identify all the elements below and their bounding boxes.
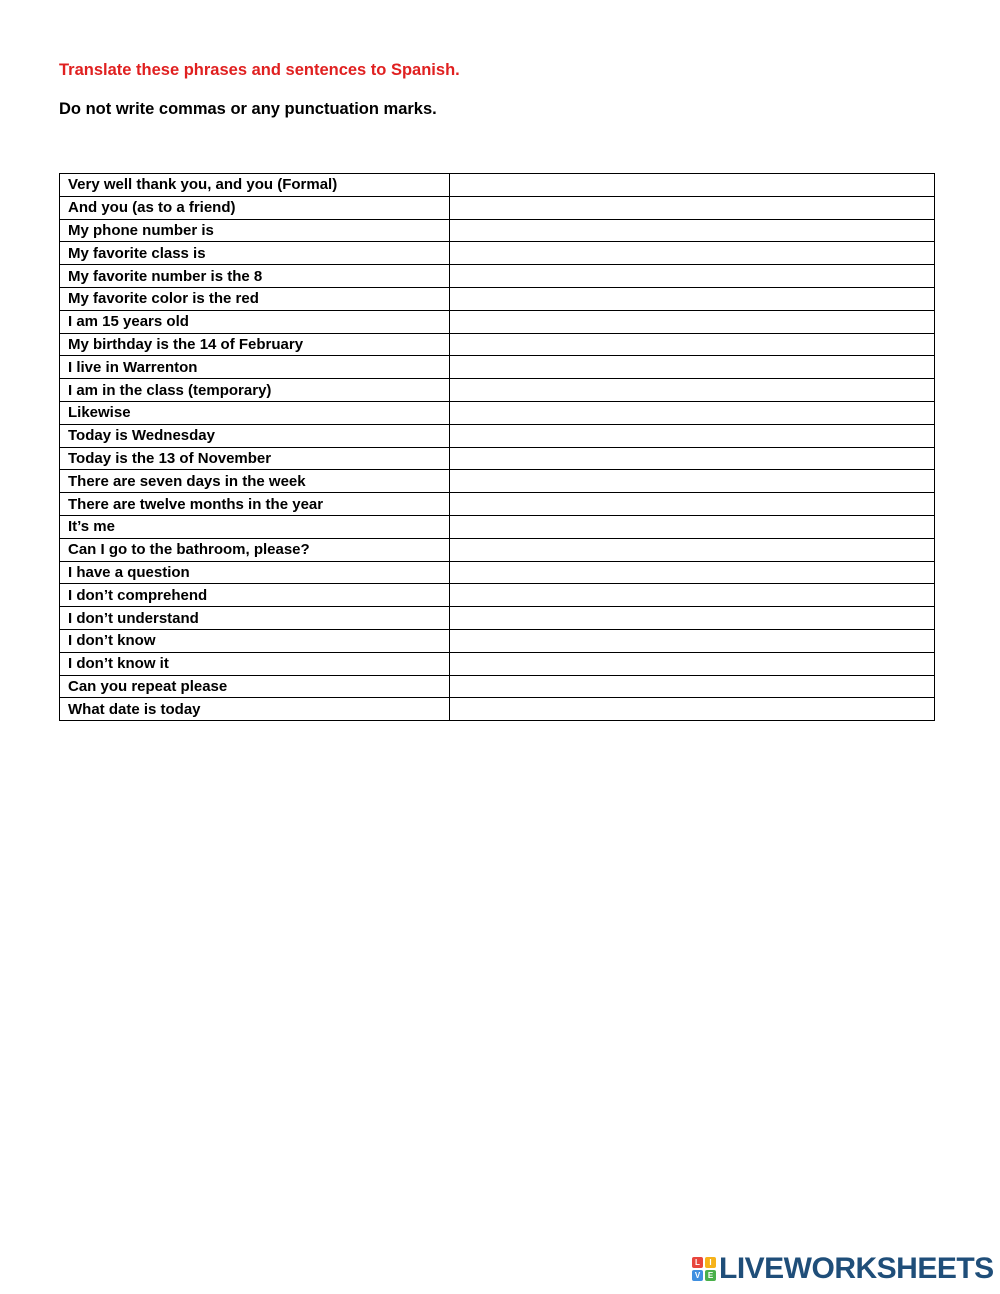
logo-text: LIVEWORKSHEETS (719, 1252, 994, 1285)
table-row (60, 561, 935, 584)
english-phrase: Very well thank you, and you (Formal) (60, 174, 450, 197)
spanish-answer-input[interactable] (450, 471, 934, 492)
english-phrase: I don’t know (60, 629, 450, 652)
spanish-answer-input[interactable] (450, 311, 934, 332)
spanish-answer-input[interactable] (450, 220, 934, 241)
english-phrase: Today is the 13 of November (60, 447, 450, 470)
table-row (60, 447, 935, 470)
english-phrase: My favorite class is (60, 242, 450, 265)
answer-cell[interactable] (450, 424, 935, 447)
table-row (60, 310, 935, 333)
table-row (60, 356, 935, 379)
spanish-answer-input[interactable] (450, 174, 934, 195)
answer-cell[interactable] (450, 242, 935, 265)
spanish-answer-input[interactable] (450, 608, 934, 629)
worksheet-instructions: Do not write commas or any punctuation marks. (59, 100, 437, 118)
table-row (60, 219, 935, 242)
english-phrase: There are seven days in the week (60, 470, 450, 493)
english-phrase: And you (as to a friend) (60, 196, 450, 219)
english-phrase: I am 15 years old (60, 310, 450, 333)
english-phrase: My favorite number is the 8 (60, 265, 450, 288)
english-phrase: I don’t understand (60, 607, 450, 630)
english-phrase: It’s me (60, 515, 450, 538)
answer-cell[interactable] (450, 629, 935, 652)
english-phrase: I am in the class (temporary) (60, 379, 450, 402)
table-row (60, 675, 935, 698)
spanish-answer-input[interactable] (450, 425, 934, 446)
spanish-answer-input[interactable] (450, 494, 934, 515)
spanish-answer-input[interactable] (450, 539, 934, 560)
answer-cell[interactable] (450, 538, 935, 561)
logo-tile: E (705, 1270, 716, 1281)
logo-tiles-icon (692, 1257, 716, 1281)
answer-cell[interactable] (450, 652, 935, 675)
table-row (60, 174, 935, 197)
table-row (60, 242, 935, 265)
english-phrase: Can you repeat please (60, 675, 450, 698)
table-row (60, 584, 935, 607)
table-row (60, 401, 935, 424)
worksheet-title: Translate these phrases and sentences to Spanish. (59, 61, 460, 79)
spanish-answer-input[interactable] (450, 448, 934, 469)
table-row (60, 493, 935, 516)
spanish-answer-input[interactable] (450, 334, 934, 355)
translation-table (59, 173, 935, 721)
answer-cell[interactable] (450, 675, 935, 698)
table-row (60, 424, 935, 447)
spanish-answer-input[interactable] (450, 243, 934, 264)
table-row (60, 196, 935, 219)
spanish-answer-input[interactable] (450, 288, 934, 309)
table-row (60, 470, 935, 493)
table-row (60, 629, 935, 652)
table-row (60, 698, 935, 721)
answer-cell[interactable] (450, 584, 935, 607)
spanish-answer-input[interactable] (450, 357, 934, 378)
spanish-answer-input[interactable] (450, 676, 934, 697)
answer-cell[interactable] (450, 493, 935, 516)
translation-rows (60, 174, 935, 721)
answer-cell[interactable] (450, 698, 935, 721)
table-row (60, 265, 935, 288)
table-row (60, 287, 935, 310)
english-phrase: Today is Wednesday (60, 424, 450, 447)
answer-cell[interactable] (450, 356, 935, 379)
spanish-answer-input[interactable] (450, 197, 934, 218)
english-phrase: I don’t comprehend (60, 584, 450, 607)
answer-cell[interactable] (450, 515, 935, 538)
answer-cell[interactable] (450, 379, 935, 402)
table-row (60, 538, 935, 561)
english-phrase: I live in Warrenton (60, 356, 450, 379)
logo-tile: L (692, 1257, 703, 1268)
answer-cell[interactable] (450, 607, 935, 630)
answer-cell[interactable] (450, 470, 935, 493)
english-phrase: My favorite color is the red (60, 287, 450, 310)
table-row (60, 607, 935, 630)
spanish-answer-input[interactable] (450, 516, 934, 537)
liveworksheets-logo (692, 1252, 994, 1285)
answer-cell[interactable] (450, 333, 935, 356)
spanish-answer-input[interactable] (450, 402, 934, 423)
english-phrase: My phone number is (60, 219, 450, 242)
spanish-answer-input[interactable] (450, 699, 934, 720)
logo-tile: V (692, 1270, 703, 1281)
english-phrase: My birthday is the 14 of February (60, 333, 450, 356)
logo-tile: I (705, 1257, 716, 1268)
answer-cell[interactable] (450, 219, 935, 242)
spanish-answer-input[interactable] (450, 380, 934, 401)
spanish-answer-input[interactable] (450, 266, 934, 287)
english-phrase: I don’t know it (60, 652, 450, 675)
spanish-answer-input[interactable] (450, 562, 934, 583)
english-phrase: What date is today (60, 698, 450, 721)
answer-cell[interactable] (450, 447, 935, 470)
spanish-answer-input[interactable] (450, 585, 934, 606)
english-phrase: There are twelve months in the year (60, 493, 450, 516)
table-row (60, 652, 935, 675)
spanish-answer-input[interactable] (450, 653, 934, 674)
answer-cell[interactable] (450, 196, 935, 219)
answer-cell[interactable] (450, 561, 935, 584)
table-row (60, 515, 935, 538)
table-row (60, 379, 935, 402)
english-phrase: I have a question (60, 561, 450, 584)
answer-cell[interactable] (450, 287, 935, 310)
answer-cell[interactable] (450, 310, 935, 333)
spanish-answer-input[interactable] (450, 630, 934, 651)
table-row (60, 333, 935, 356)
answer-cell[interactable] (450, 174, 935, 197)
english-phrase: Can I go to the bathroom, please? (60, 538, 450, 561)
answer-cell[interactable] (450, 401, 935, 424)
answer-cell[interactable] (450, 265, 935, 288)
english-phrase: Likewise (60, 401, 450, 424)
